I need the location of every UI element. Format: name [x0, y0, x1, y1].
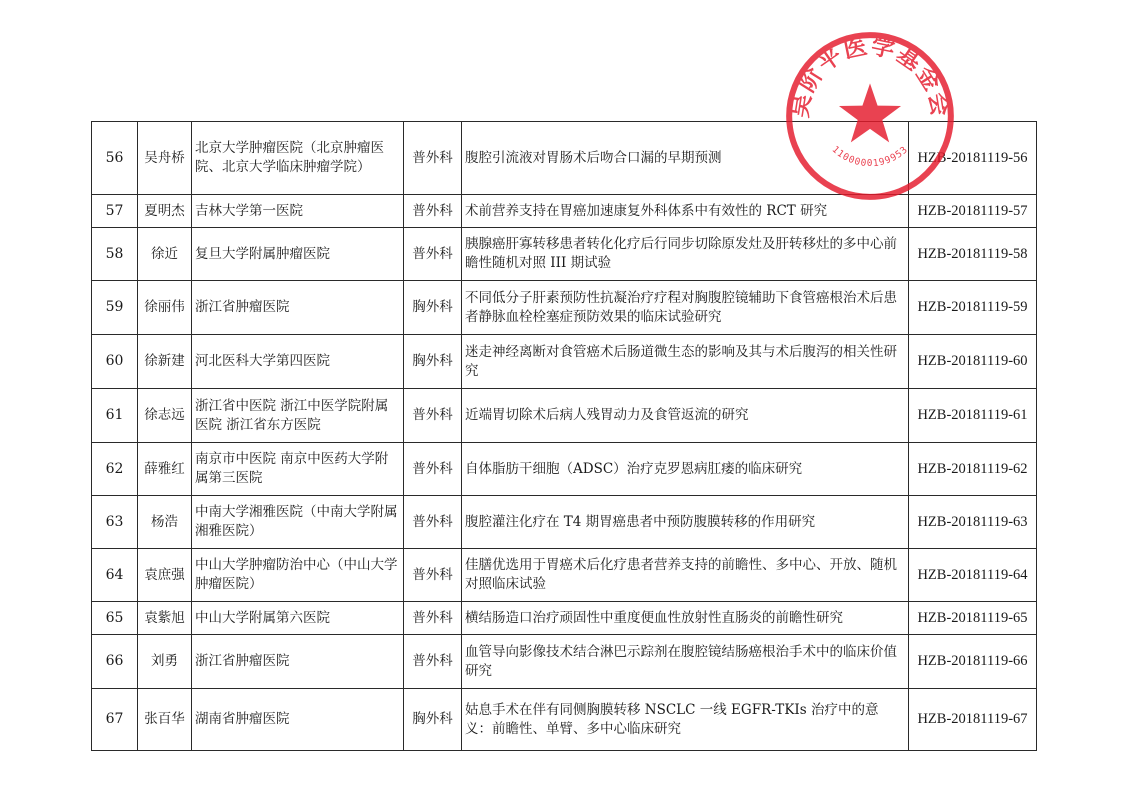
department: 普外科 — [404, 635, 462, 689]
project-code: HZB-20181119-63 — [909, 496, 1037, 549]
row-number: 65 — [92, 602, 138, 635]
hospital-name: 中山大学附属第六医院 — [192, 602, 404, 635]
table-row — [92, 195, 1037, 228]
project-title: 腹腔灌注化疗在 T4 期胃癌患者中预防腹膜转移的作用研究 — [462, 496, 909, 549]
row-number: 59 — [92, 281, 138, 335]
hospital-name: 南京市中医院 南京中医药大学附属第三医院 — [192, 443, 404, 496]
project-list-table — [91, 121, 1037, 751]
table-row — [92, 635, 1037, 689]
applicant-name: 袁紫旭 — [138, 602, 192, 635]
department: 普外科 — [404, 122, 462, 195]
hospital-name: 浙江省肿瘤医院 — [192, 281, 404, 335]
applicant-name: 徐丽伟 — [138, 281, 192, 335]
hospital-name: 中山大学肿瘤防治中心（中山大学肿瘤医院） — [192, 549, 404, 602]
applicant-name: 夏明杰 — [138, 195, 192, 228]
applicant-name: 徐新建 — [138, 335, 192, 389]
row-number: 67 — [92, 689, 138, 751]
applicant-name: 徐近 — [138, 228, 192, 281]
project-code: HZB-20181119-64 — [909, 549, 1037, 602]
row-number: 58 — [92, 228, 138, 281]
table-row — [92, 602, 1037, 635]
hospital-name: 河北医科大学第四医院 — [192, 335, 404, 389]
department: 普外科 — [404, 195, 462, 228]
project-code: HZB-20181119-61 — [909, 389, 1037, 443]
department: 普外科 — [404, 602, 462, 635]
applicant-name: 袁庶强 — [138, 549, 192, 602]
table-row — [92, 443, 1037, 496]
department: 普外科 — [404, 443, 462, 496]
table-row — [92, 122, 1037, 195]
table-row — [92, 549, 1037, 602]
project-code: HZB-20181119-57 — [909, 195, 1037, 228]
project-title: 横结肠造口治疗顽固性中重度便血性放射性直肠炎的前瞻性研究 — [462, 602, 909, 635]
hospital-name: 北京大学肿瘤医院（北京肿瘤医院、北京大学临床肿瘤学院） — [192, 122, 404, 195]
project-code: HZB-20181119-56 — [909, 122, 1037, 195]
hospital-name: 复旦大学附属肿瘤医院 — [192, 228, 404, 281]
hospital-name: 中南大学湘雅医院（中南大学附属湘雅医院） — [192, 496, 404, 549]
table-row — [92, 228, 1037, 281]
row-number: 60 — [92, 335, 138, 389]
table-row — [92, 335, 1037, 389]
applicant-name: 徐志远 — [138, 389, 192, 443]
project-title: 佳膳优选用于胃癌术后化疗患者营养支持的前瞻性、多中心、开放、随机对照临床试验 — [462, 549, 909, 602]
project-code: HZB-20181119-60 — [909, 335, 1037, 389]
department: 普外科 — [404, 389, 462, 443]
department: 胸外科 — [404, 335, 462, 389]
project-title: 血管导向影像技术结合淋巴示踪剂在腹腔镜结肠癌根治手术中的临床价值研究 — [462, 635, 909, 689]
project-code: HZB-20181119-62 — [909, 443, 1037, 496]
project-code: HZB-20181119-59 — [909, 281, 1037, 335]
department: 胸外科 — [404, 689, 462, 751]
applicant-name: 薛雅红 — [138, 443, 192, 496]
applicant-name: 吴舟桥 — [138, 122, 192, 195]
project-code: HZB-20181119-65 — [909, 602, 1037, 635]
table-body — [92, 122, 1037, 751]
applicant-name: 张百华 — [138, 689, 192, 751]
project-title: 姑息手术在伴有同侧胸膜转移 NSCLC 一线 EGFR-TKIs 治疗中的意义：前瞻性、单臂、多中心临床研究 — [462, 689, 909, 751]
hospital-name: 湖南省肿瘤医院 — [192, 689, 404, 751]
hospital-name: 浙江省中医院 浙江中医学院附属医院 浙江省东方医院 — [192, 389, 404, 443]
row-number: 62 — [92, 443, 138, 496]
project-title: 腹腔引流液对胃肠术后吻合口漏的早期预测 — [462, 122, 909, 195]
project-title: 迷走神经离断对食管癌术后肠道微生态的影响及其与术后腹泻的相关性研究 — [462, 335, 909, 389]
row-number: 57 — [92, 195, 138, 228]
seal-serial-number: 1100000199953 — [829, 144, 911, 170]
hospital-name: 吉林大学第一医院 — [192, 195, 404, 228]
project-title: 自体脂肪干细胞（ADSC）治疗克罗恩病肛瘘的临床研究 — [462, 443, 909, 496]
row-number: 61 — [92, 389, 138, 443]
applicant-name: 杨浩 — [138, 496, 192, 549]
department: 普外科 — [404, 228, 462, 281]
project-code: HZB-20181119-58 — [909, 228, 1037, 281]
row-number: 63 — [92, 496, 138, 549]
project-title: 术前营养支持在胃癌加速康复外科体系中有效性的 RCT 研究 — [462, 195, 909, 228]
department: 胸外科 — [404, 281, 462, 335]
project-title: 近端胃切除术后病人残胃动力及食管返流的研究 — [462, 389, 909, 443]
table-row — [92, 496, 1037, 549]
applicant-name: 刘勇 — [138, 635, 192, 689]
table-row — [92, 281, 1037, 335]
table-row — [92, 389, 1037, 443]
hospital-name: 浙江省肿瘤医院 — [192, 635, 404, 689]
project-code: HZB-20181119-66 — [909, 635, 1037, 689]
department: 普外科 — [404, 496, 462, 549]
row-number: 56 — [92, 122, 138, 195]
project-title: 不同低分子肝素预防性抗凝治疗疗程对胸腹腔镜辅助下食管癌根治术后患者静脉血栓栓塞症预防效果的临床试验研究 — [462, 281, 909, 335]
project-title: 胰腺癌肝寡转移患者转化化疗后行同步切除原发灶及肝转移灶的多中心前瞻性随机对照 III 期试验 — [462, 228, 909, 281]
row-number: 64 — [92, 549, 138, 602]
project-code: HZB-20181119-67 — [909, 689, 1037, 751]
department: 普外科 — [404, 549, 462, 602]
table-row — [92, 689, 1037, 751]
seal-org-name: 吴阶平医学基金会 — [786, 32, 954, 120]
row-number: 66 — [92, 635, 138, 689]
